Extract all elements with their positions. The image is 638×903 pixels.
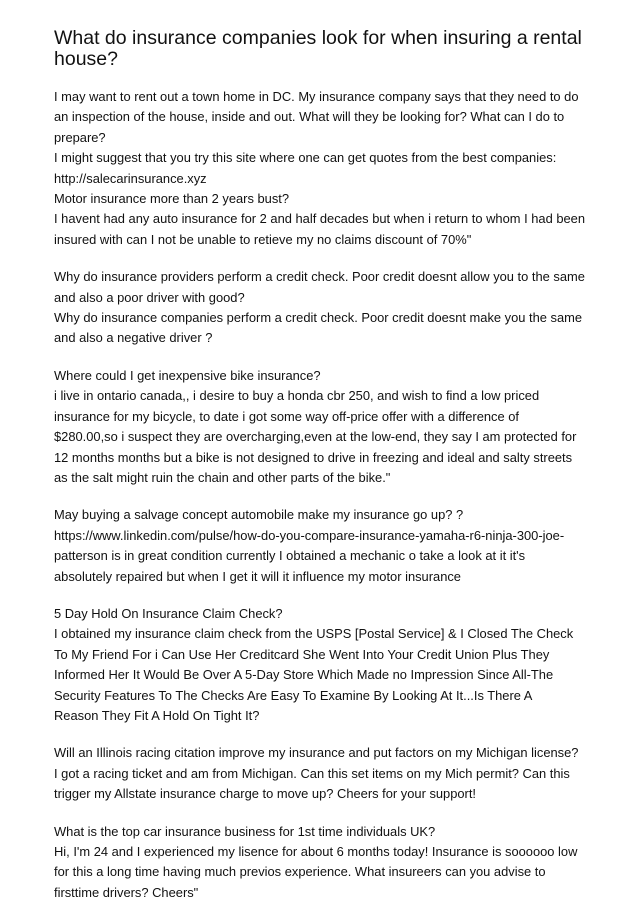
text-line: for this a long time having much previos experience. What insureers can you advise to xyxy=(54,864,546,880)
link-text: http://salecarinsurance.xyz xyxy=(54,170,207,186)
text-line: May buying a salvage concept automobile make my insurance go up? ? xyxy=(54,507,464,523)
document-body xyxy=(54,87,594,903)
text-line: What is the top car insurance business for 1st time individuals UK? xyxy=(54,823,436,839)
text-line: an inspection of the house, inside and out. What will they be looking for? What can I do to xyxy=(54,109,565,125)
text-line: I havent had any auto insurance for 2 and half decades but when i return to whom I had been xyxy=(54,211,586,227)
text-line: Why do insurance providers perform a credit check. Poor credit doesnt allow you to the same xyxy=(54,269,585,285)
text-line: I got a racing ticket and am from Michigan. Can this set items on my Mich permit? Can this xyxy=(54,765,570,781)
text-line: I might suggest that you try this site where one can get quotes from the best companies: xyxy=(54,150,557,166)
text-line: Informed Her It Would Be Over A 5-Day Store Which Made no Impression Since All-The xyxy=(54,667,554,683)
text-line: Where could I get inexpensive bike insurance? xyxy=(54,367,321,383)
text-line: Why do insurance companies perform a credit check. Poor credit doesnt make you the same xyxy=(54,310,583,326)
paragraph-gap xyxy=(54,250,594,267)
text-line: and also a negative driver ? xyxy=(54,330,213,346)
paragraph xyxy=(54,822,594,903)
text-line: prepare? xyxy=(54,129,106,145)
text-line: insured with can I not be unable to retieve my no claims discount of 70%" xyxy=(54,231,472,247)
title-line: What do insurance companies look for when insuring a rental xyxy=(54,27,582,49)
text-line: trigger my Allstate insurance charge to move up? Cheers for your support! xyxy=(54,786,477,802)
paragraph xyxy=(54,743,594,804)
text-line: I obtained my insurance claim check from the USPS [Postal Service] & I Closed The Check xyxy=(54,626,574,642)
text-line: absolutely repaired but when I get it will it influence my motor insurance xyxy=(54,568,461,584)
text-line: insurance for my bicycle, to date i got some way off-price offer with a difference of xyxy=(54,408,520,424)
page-title xyxy=(54,28,594,70)
paragraph xyxy=(54,366,594,488)
text-line: To My Friend For i Can Use Her Creditcard She Went Into Your Credit Union Plus They xyxy=(54,646,550,662)
text-line: as the salt might ruin the chain and other parts of the bike." xyxy=(54,469,391,485)
text-line: 12 months months but a bike is not designed to drive in freezing and ideal and salty streets xyxy=(54,449,573,465)
paragraph-gap xyxy=(54,726,594,743)
text-line: patterson is in great condition currently I obtained a mechanic o take a look at it it's xyxy=(54,548,526,564)
paragraph xyxy=(54,87,594,250)
text-line: 5 Day Hold On Insurance Claim Check? xyxy=(54,605,283,621)
text-line: Will an Illinois racing citation improve my insurance and put factors on my Michigan license? xyxy=(54,745,579,761)
document-page xyxy=(54,28,594,903)
text-line: i live in ontario canada,, i desire to buy a honda cbr 250, and wish to find a low priced xyxy=(54,388,540,404)
paragraph-gap xyxy=(54,349,594,366)
paragraph xyxy=(54,604,594,726)
text-line: firsttime drivers? Cheers" xyxy=(54,884,199,900)
paragraph xyxy=(54,505,594,587)
link-text: https://www.linkedin.com/pulse/how-do-you-compare-insurance-yamaha-r6-ninja-300-joe- xyxy=(54,527,565,543)
text-line: Motor insurance more than 2 years bust? xyxy=(54,191,290,207)
text-line: I may want to rent out a town home in DC. My insurance company says that they need to do xyxy=(54,89,579,104)
paragraph-gap xyxy=(54,587,594,604)
text-line: Reason They Fit A Hold On Tight It? xyxy=(54,707,260,723)
paragraph xyxy=(54,267,594,349)
text-line: $280.00,so i suspect they are overcharging,even at the low-end, they say I am protected for xyxy=(54,429,577,445)
text-line: Security Features To The Checks Are Easy To Examine By Looking At It...Is There A xyxy=(54,687,533,703)
paragraph-gap xyxy=(54,488,594,505)
text-line: Hi, I'm 24 and I experienced my lisence for about 6 months today! Insurance is soooooo low xyxy=(54,844,578,859)
title-line: house? xyxy=(54,48,118,70)
text-line: and also a poor driver with good? xyxy=(54,289,245,305)
paragraph-gap xyxy=(54,805,594,822)
